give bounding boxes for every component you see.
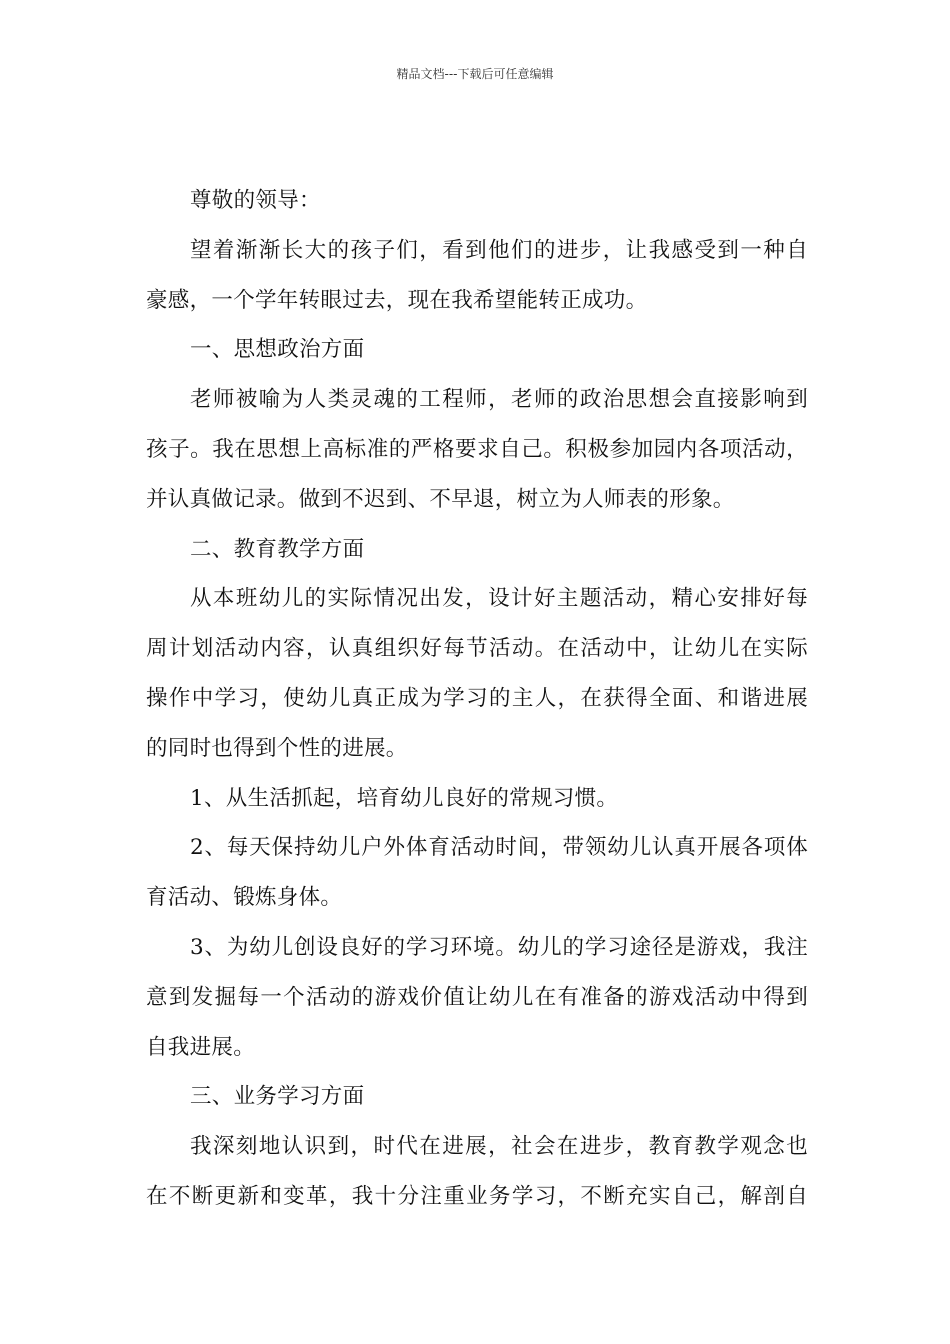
- paragraph-line: 并认真做记录。做到不迟到、不早退，树立为人师表的形象。: [146, 486, 735, 512]
- document-body: [146, 176, 808, 1222]
- page-header: 精品文档---下载后可任意编辑: [396, 67, 554, 81]
- paragraph-line: 望着渐渐长大的孩子们，看到他们的进步，让我感受到一种自: [190, 237, 808, 263]
- paragraph-line: 自我进展。: [146, 1034, 256, 1060]
- section-heading: 一、思想政治方面: [190, 337, 365, 363]
- paragraph-line: 孩子。我在思想上高标准的严格要求自己。积极参加园内各项活动，: [146, 436, 808, 462]
- list-item: 2、每天保持幼儿户外体育活动时间，带领幼儿认真开展各项体: [190, 835, 808, 861]
- list-item: 3、为幼儿创设良好的学习环境。幼儿的学习途径是游戏，我注: [190, 934, 808, 960]
- paragraph-line: 在不断更新和变革，我十分注重业务学习，不断充实自己，解剖自: [146, 1183, 808, 1209]
- paragraph-line: 意到发掘每一个活动的游戏价值让幼儿在有准备的游戏活动中得到: [146, 984, 808, 1010]
- paragraph-line: 我深刻地认识到，时代在进展，社会在进步，教育教学观念也: [190, 1134, 808, 1160]
- list-item: 1、从生活抓起，培育幼儿良好的常规习惯。: [190, 785, 619, 811]
- paragraph-line: 从本班幼儿的实际情况出发，设计好主题活动，精心安排好每: [190, 586, 808, 612]
- salutation: 尊敬的领导：: [190, 188, 321, 213]
- paragraph-line: 豪感，一个学年转眼过去，现在我希望能转正成功。: [146, 287, 648, 313]
- paragraph-line: 操作中学习，使幼儿真正成为学习的主人，在获得全面、和谐进展: [146, 685, 808, 711]
- paragraph-line: 育活动、锻炼身体。: [146, 885, 343, 911]
- paragraph-line: 周计划活动内容，认真组织好每节活动。在活动中，让幼儿在实际: [146, 636, 808, 662]
- paragraph-line: 老师被喻为人类灵魂的工程师，老师的政治思想会直接影响到: [190, 387, 808, 413]
- section-heading: 三、业务学习方面: [190, 1084, 365, 1110]
- section-heading: 二、教育教学方面: [190, 536, 365, 562]
- paragraph-line: 的同时也得到个性的进展。: [146, 735, 408, 761]
